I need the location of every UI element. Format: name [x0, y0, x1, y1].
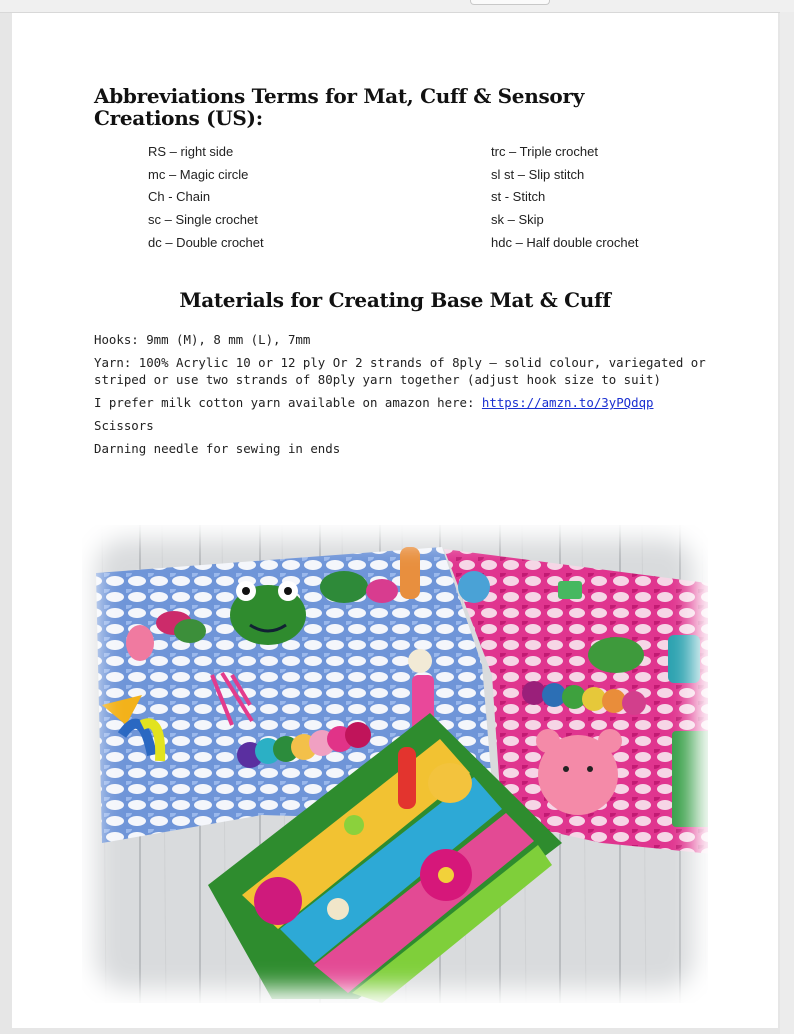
abbreviation-item: Ch - Chain [148, 189, 211, 205]
abbreviation-item: sc – Single crochet [148, 212, 258, 228]
abbreviations-right-column [491, 141, 638, 255]
hooks-line: Hooks: 9mm (M), 8 mm (L), 7mm [94, 332, 311, 347]
abbreviation-item: trc – Triple crochet [491, 144, 598, 159]
materials-list [94, 331, 734, 463]
abbreviation-item: st - Stitch [491, 189, 546, 205]
photo-illustration [82, 525, 708, 1003]
needle-line: Darning needle for sewing in ends [94, 441, 341, 456]
toolbar-tab[interactable] [470, 0, 550, 5]
abbreviation-item: hdc – Half double crochet [491, 234, 639, 250]
amazon-link[interactable]: https://amzn.to/3yPQdqp [481, 395, 654, 410]
scrollbar-track[interactable] [780, 12, 794, 1034]
document-page [12, 13, 778, 1028]
abbreviations-heading: Abbreviations Terms for Mat, Cuff & Sensory Creations (US): [94, 84, 585, 130]
abbreviation-item: sl st – Slip stitch [491, 166, 585, 182]
abbreviation-item: dc – Double crochet [148, 234, 264, 250]
abbreviation-item: mc – Magic circle [148, 166, 249, 182]
crochet-sensory-mats-photo [82, 525, 708, 1003]
abbreviations-left-column [148, 141, 264, 255]
scissors-line: Scissors [94, 418, 154, 433]
viewer-toolbar [0, 0, 794, 13]
yarn-line: Yarn: 100% Acrylic 10 or 12 ply Or 2 strands of 8ply – solid colour, variegated or striped or use two strands of 80ply yarn together (adjust hook size to suit) [94, 355, 706, 387]
prefer-text: I prefer milk cotton yarn available on amazon here: [94, 395, 482, 410]
abbreviation-item: RS – right side [148, 144, 234, 159]
materials-heading: Materials for Creating Base Mat & Cuff [179, 288, 611, 312]
abbreviation-item: sk – Skip [491, 212, 544, 228]
prefer-line [94, 394, 734, 411]
